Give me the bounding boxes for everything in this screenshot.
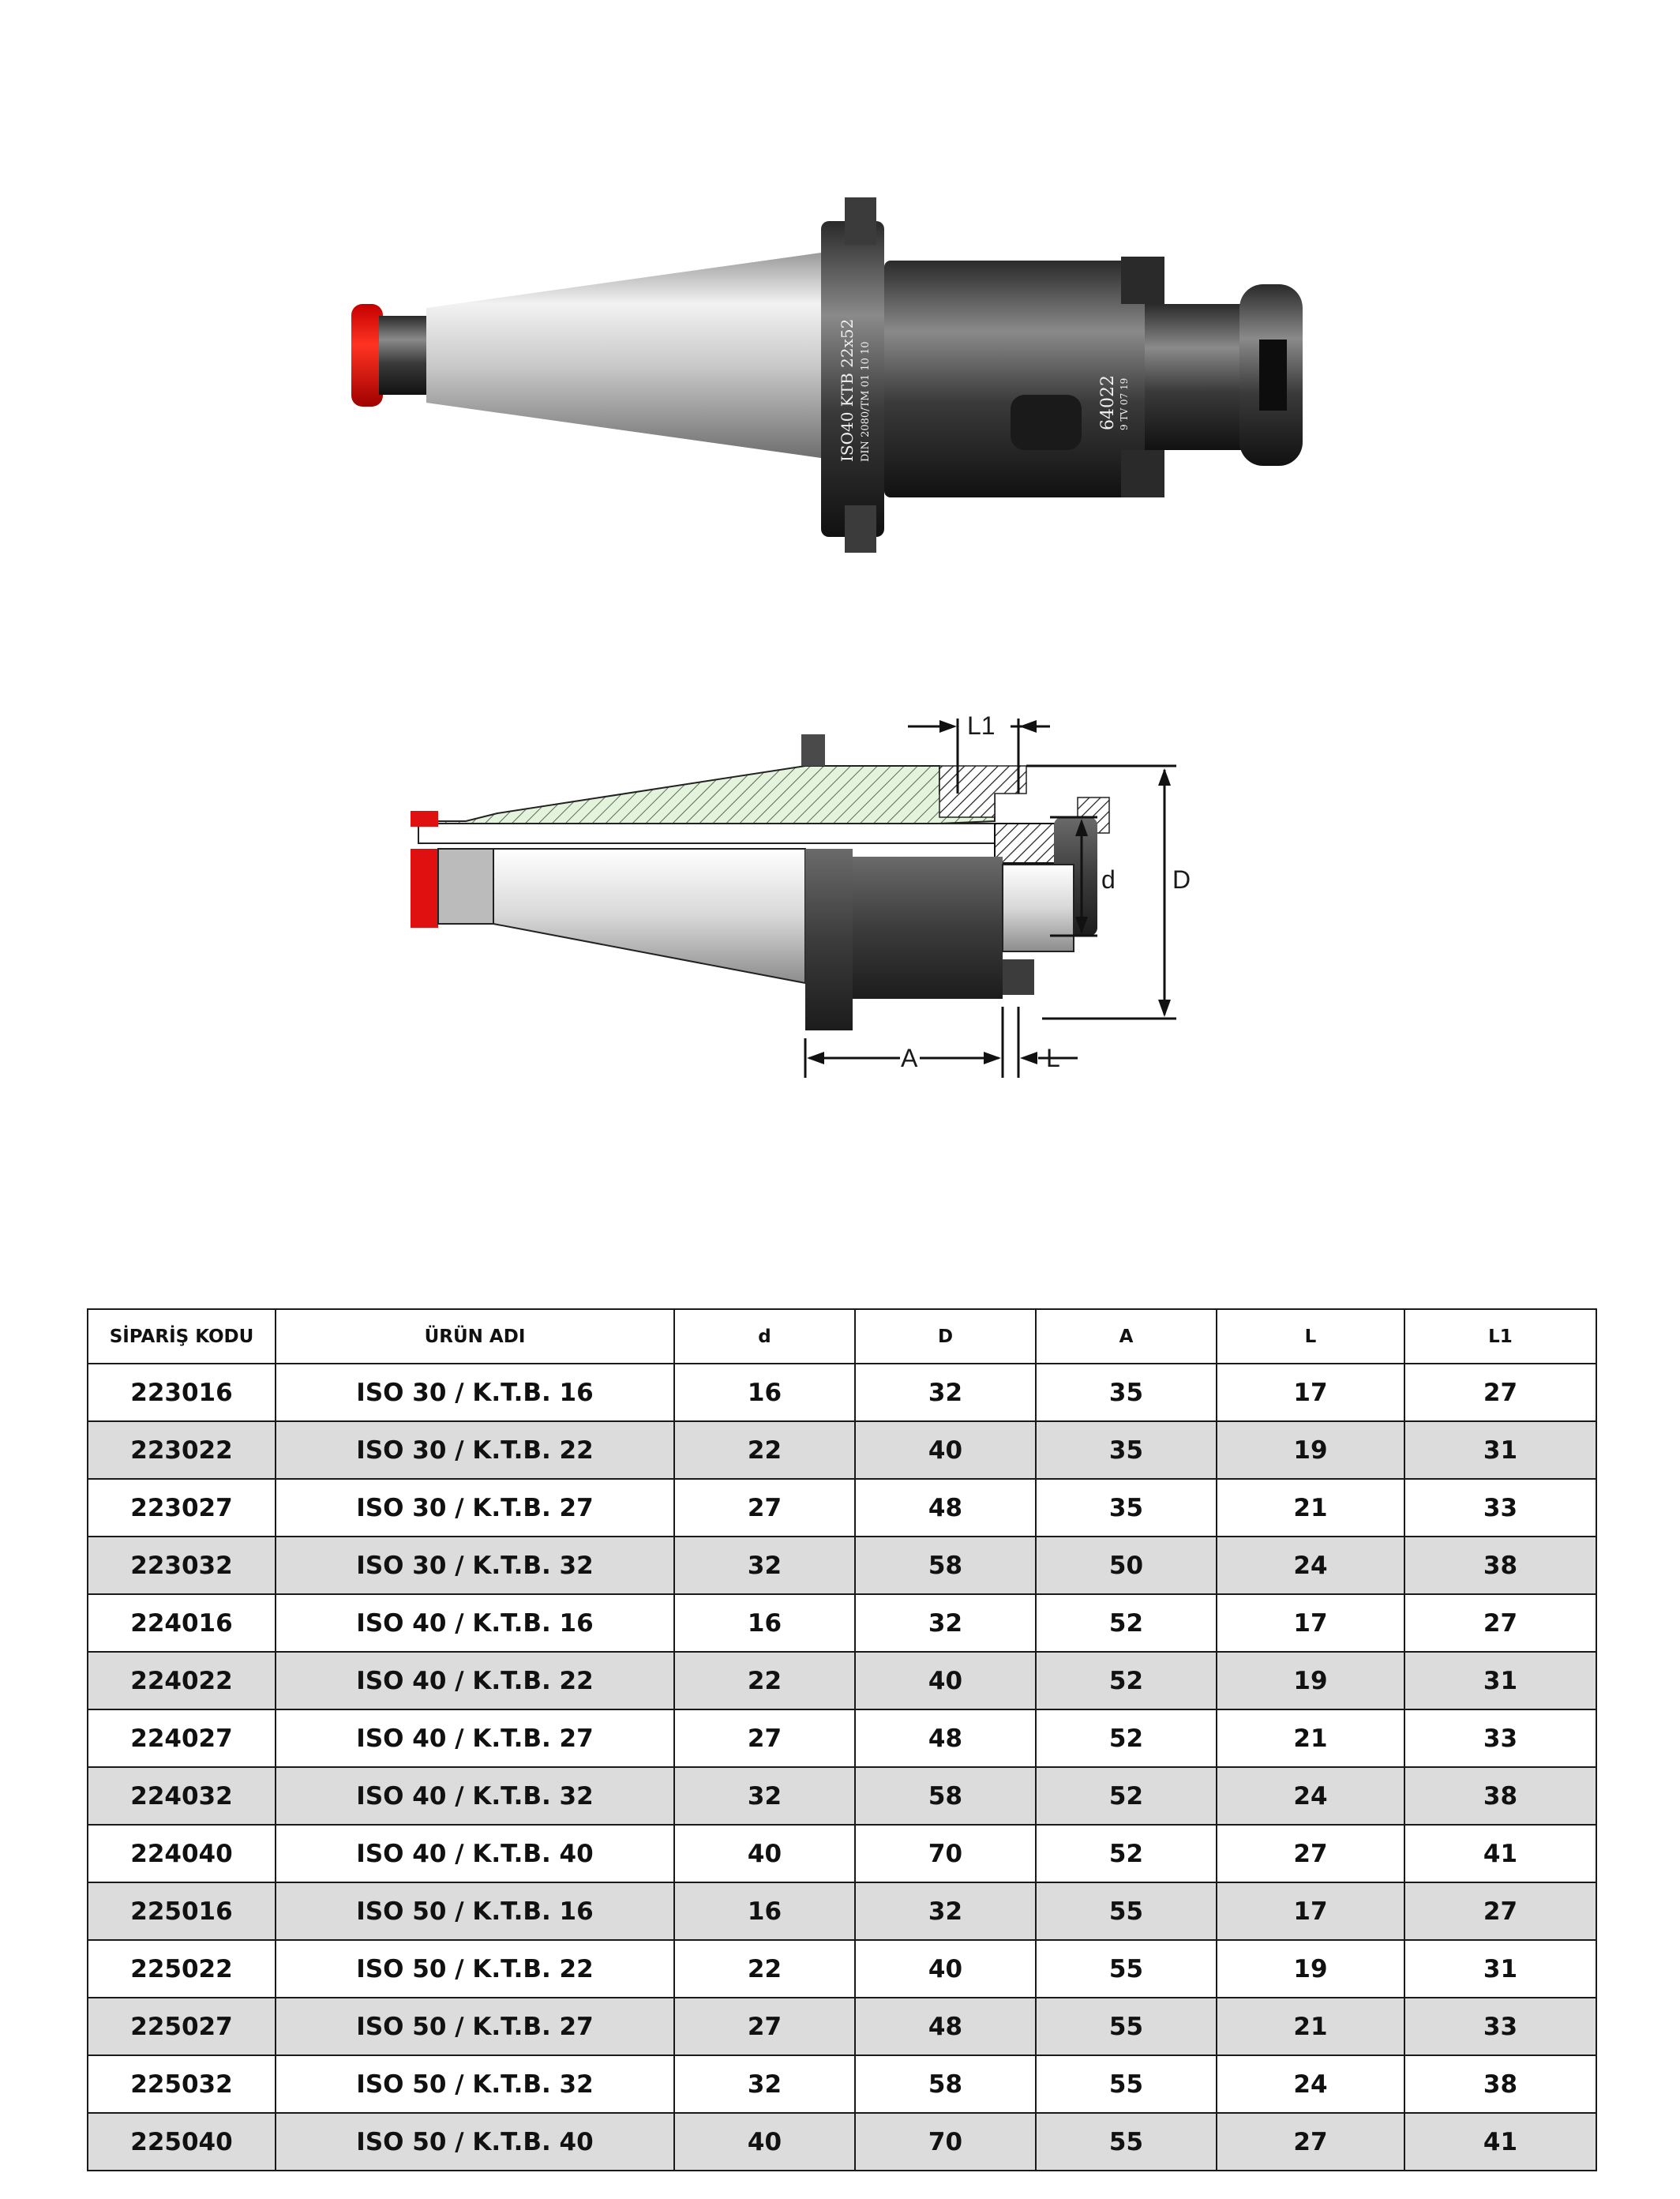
drive-slot	[1011, 395, 1082, 450]
spigot-lower	[1003, 865, 1074, 951]
cell-d: 32	[674, 2055, 855, 2113]
table-row	[88, 1709, 1596, 1767]
cell-D: 48	[855, 1709, 1036, 1767]
cell-d: 27	[674, 1998, 855, 2055]
cell-A: 50	[1036, 1537, 1217, 1594]
cell-D: 32	[855, 1882, 1036, 1940]
cell-product-name: ISO 50 / K.T.B. 27	[276, 1998, 674, 2055]
label-A: A	[901, 1044, 918, 1072]
cell-L1: 33	[1404, 1998, 1596, 2055]
cell-L1: 38	[1404, 1537, 1596, 1594]
cell-L1: 38	[1404, 1767, 1596, 1825]
table-row	[88, 1479, 1596, 1537]
cell-L: 21	[1217, 1709, 1404, 1767]
cell-order-code: 224016	[88, 1594, 276, 1652]
cell-A: 52	[1036, 1767, 1217, 1825]
header-A: A	[1036, 1309, 1217, 1364]
cell-d: 22	[674, 1940, 855, 1998]
cell-order-code: 225040	[88, 2113, 276, 2171]
cell-A: 52	[1036, 1709, 1217, 1767]
label-d: d	[1101, 865, 1116, 894]
label-L: L	[1046, 1044, 1060, 1072]
cell-D: 48	[855, 1479, 1036, 1537]
cell-d: 22	[674, 1652, 855, 1709]
cell-order-code: 224022	[88, 1652, 276, 1709]
cell-L: 21	[1217, 1479, 1404, 1537]
cell-order-code: 223032	[88, 1537, 276, 1594]
cell-product-name: ISO 50 / K.T.B. 32	[276, 2055, 674, 2113]
table-row	[88, 2113, 1596, 2171]
clamp-ring-hatch	[939, 766, 1026, 817]
cell-L1: 41	[1404, 1825, 1596, 1882]
label-D: D	[1172, 865, 1191, 894]
cell-D: 32	[855, 1594, 1036, 1652]
cell-D: 70	[855, 2113, 1036, 2171]
section-hatch	[418, 766, 995, 824]
taper-lower	[493, 849, 805, 983]
red-stud-bottom	[411, 849, 438, 928]
cell-L: 27	[1217, 1825, 1404, 1882]
cell-A: 55	[1036, 2055, 1217, 2113]
cell-L: 19	[1217, 1940, 1404, 1998]
cell-order-code: 224040	[88, 1825, 276, 1882]
svg-text:DIN 2080/TM 01 10 10: DIN 2080/TM 01 10 10	[860, 341, 872, 462]
cell-A: 52	[1036, 1652, 1217, 1709]
cell-L1: 27	[1404, 1594, 1596, 1652]
engraving-code	[1098, 375, 1130, 430]
cell-product-name: ISO 50 / K.T.B. 40	[276, 2113, 674, 2171]
cell-L: 19	[1217, 1421, 1404, 1479]
cell-D: 40	[855, 1652, 1036, 1709]
cell-product-name: ISO 40 / K.T.B. 40	[276, 1825, 674, 1882]
cell-A: 35	[1036, 1421, 1217, 1479]
cell-d: 27	[674, 1709, 855, 1767]
cell-D: 70	[855, 1825, 1036, 1882]
cell-d: 16	[674, 1364, 855, 1421]
cell-product-name: ISO 30 / K.T.B. 22	[276, 1421, 674, 1479]
cell-A: 55	[1036, 1998, 1217, 2055]
table-row	[88, 1421, 1596, 1479]
cell-L: 17	[1217, 1594, 1404, 1652]
cell-A: 35	[1036, 1479, 1217, 1537]
drive-key-bottom	[1121, 450, 1164, 497]
cell-L1: 27	[1404, 1882, 1596, 1940]
cell-d: 32	[674, 1537, 855, 1594]
table-row	[88, 1537, 1596, 1594]
cell-D: 32	[855, 1364, 1036, 1421]
table-header-row	[88, 1309, 1596, 1364]
header-d: d	[674, 1309, 855, 1364]
table-row	[88, 2055, 1596, 2113]
cell-product-name: ISO 50 / K.T.B. 16	[276, 1882, 674, 1940]
spec-table	[87, 1308, 1597, 2171]
cell-product-name: ISO 30 / K.T.B. 27	[276, 1479, 674, 1537]
header-product-name: ÜRÜN ADI	[276, 1309, 674, 1364]
screw-thread	[995, 824, 1058, 863]
table-row	[88, 1940, 1596, 1998]
hex-socket	[1259, 340, 1287, 411]
cell-A: 52	[1036, 1594, 1217, 1652]
cell-A: 35	[1036, 1364, 1217, 1421]
cell-product-name: ISO 40 / K.T.B. 27	[276, 1709, 674, 1767]
cell-d: 27	[674, 1479, 855, 1537]
cell-order-code: 225022	[88, 1940, 276, 1998]
flange-lower	[805, 849, 853, 1030]
red-stud-top	[411, 811, 438, 827]
cell-D: 40	[855, 1421, 1036, 1479]
cell-order-code: 225032	[88, 2055, 276, 2113]
svg-text:ISO40 KTB 22x52: ISO40 KTB 22x52	[838, 318, 857, 462]
table-row	[88, 1652, 1596, 1709]
cell-L1: 27	[1404, 1364, 1596, 1421]
cell-order-code: 223016	[88, 1364, 276, 1421]
cell-D: 48	[855, 1998, 1036, 2055]
cell-d: 22	[674, 1421, 855, 1479]
table-row	[88, 1882, 1596, 1940]
flange-section	[801, 734, 825, 766]
cell-product-name: ISO 40 / K.T.B. 16	[276, 1594, 674, 1652]
cell-product-name: ISO 30 / K.T.B. 32	[276, 1537, 674, 1594]
cell-L1: 31	[1404, 1652, 1596, 1709]
key-lower	[1003, 959, 1034, 995]
cell-order-code: 225027	[88, 1998, 276, 2055]
cell-order-code: 224032	[88, 1767, 276, 1825]
cell-L1: 41	[1404, 2113, 1596, 2171]
header-L: L	[1217, 1309, 1404, 1364]
cell-L: 24	[1217, 2055, 1404, 2113]
drive-key-top	[1121, 257, 1164, 304]
cell-d: 16	[674, 1882, 855, 1940]
cell-L: 27	[1217, 2113, 1404, 2171]
cell-A: 52	[1036, 1825, 1217, 1882]
cell-A: 55	[1036, 1882, 1217, 1940]
pull-stud-red	[351, 304, 383, 407]
header-order-code: SİPARİŞ KODU	[88, 1309, 276, 1364]
cell-D: 58	[855, 2055, 1036, 2113]
table-row	[88, 1767, 1596, 1825]
cell-L: 17	[1217, 1364, 1404, 1421]
cell-order-code: 223027	[88, 1479, 276, 1537]
cell-L: 19	[1217, 1652, 1404, 1709]
technical-drawing	[395, 699, 1263, 1078]
cell-product-name: ISO 30 / K.T.B. 16	[276, 1364, 674, 1421]
table-body	[88, 1364, 1596, 2171]
cell-L1: 31	[1404, 1940, 1596, 1998]
flange-key-bottom	[845, 505, 876, 553]
cell-d: 16	[674, 1594, 855, 1652]
cell-d: 32	[674, 1767, 855, 1825]
cell-L1: 33	[1404, 1709, 1596, 1767]
cell-L1: 33	[1404, 1479, 1596, 1537]
stud-neck	[438, 849, 493, 924]
cell-L: 24	[1217, 1537, 1404, 1594]
taper-cone	[426, 253, 821, 458]
cell-L: 17	[1217, 1882, 1404, 1940]
cell-A: 55	[1036, 2113, 1217, 2171]
cell-D: 58	[855, 1767, 1036, 1825]
cell-L: 21	[1217, 1998, 1404, 2055]
cell-order-code: 224027	[88, 1709, 276, 1767]
cell-D: 58	[855, 1537, 1036, 1594]
cell-d: 40	[674, 2113, 855, 2171]
cell-order-code: 225016	[88, 1882, 276, 1940]
table-row	[88, 1594, 1596, 1652]
cell-order-code: 223022	[88, 1421, 276, 1479]
product-photo	[332, 190, 1358, 561]
cell-A: 55	[1036, 1940, 1217, 1998]
cell-D: 40	[855, 1940, 1036, 1998]
header-D: D	[855, 1309, 1036, 1364]
cell-product-name: ISO 40 / K.T.B. 22	[276, 1652, 674, 1709]
header-L1: L1	[1404, 1309, 1596, 1364]
cell-product-name: ISO 40 / K.T.B. 32	[276, 1767, 674, 1825]
cell-product-name: ISO 50 / K.T.B. 22	[276, 1940, 674, 1998]
table-row	[88, 1998, 1596, 2055]
cell-d: 40	[674, 1825, 855, 1882]
body-lower	[853, 857, 1003, 999]
cell-L: 24	[1217, 1767, 1404, 1825]
flange-key-top	[845, 197, 876, 245]
cell-L1: 31	[1404, 1421, 1596, 1479]
svg-text:9 TV 07 19: 9 TV 07 19	[1119, 377, 1130, 430]
label-L1: L1	[967, 711, 996, 740]
spigot	[1145, 304, 1247, 450]
svg-text:64022: 64022	[1098, 375, 1118, 430]
cell-L1: 38	[1404, 2055, 1596, 2113]
table-row	[88, 1364, 1596, 1421]
table-row	[88, 1825, 1596, 1882]
pull-stud-neck	[379, 316, 426, 395]
bore-upper	[418, 824, 995, 843]
